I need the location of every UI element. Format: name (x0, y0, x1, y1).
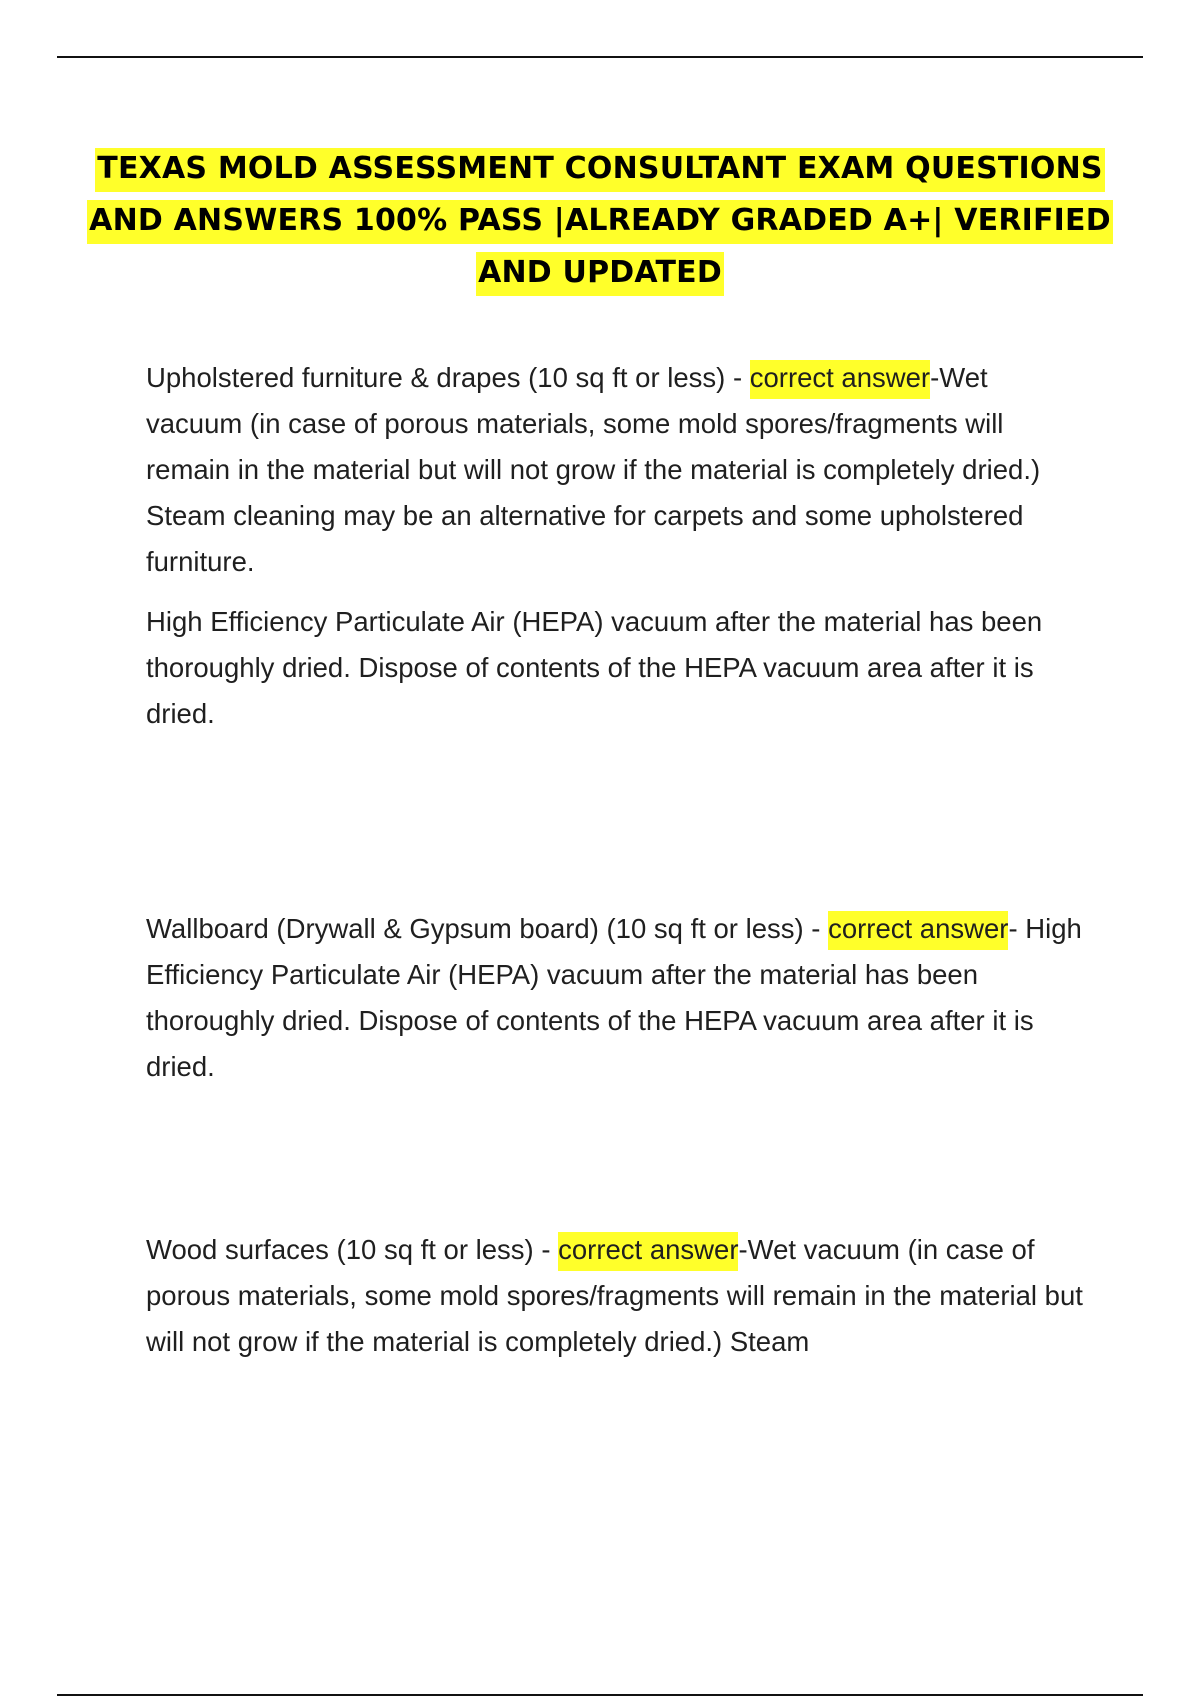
question-text: Wallboard (Drywall & Gypsum board) (10 sq ft or less) - (146, 913, 829, 944)
question-text: Wood surfaces (10 sq ft or less) - (146, 1234, 559, 1265)
qa-entry-upholstered (146, 355, 1086, 737)
entry-extra-paragraph: High Efficiency Particulate Air (HEPA) vacuum after the material has been thoroughly dried. Dispose of contents of the HEPA vacuum area after it is dried. (146, 606, 1043, 729)
entry-paragraph (146, 1227, 1086, 1365)
correct-answer-marker: correct answer (750, 360, 930, 399)
qa-entry-wood (146, 1227, 1086, 1365)
title-highlight: TEXAS MOLD ASSESSMENT CONSULTANT EXAM QUESTIONS AND ANSWERS 100% PASS |ALREADY GRADED A+| VERIFIED AND UPDATED (87, 148, 1113, 296)
answer-text: -Wet vacuum (in case of porous materials, some mold spores/fragments will remain in the material but will not grow if the material is completely dried.) Steam (146, 1234, 1083, 1357)
entry-paragraph (146, 906, 1086, 1090)
bottom-rule (57, 1694, 1143, 1696)
question-text: Upholstered furniture & drapes (10 sq ft or less) - (146, 362, 750, 393)
top-rule (57, 56, 1143, 58)
answer-text: - High Efficiency Particulate Air (HEPA) vacuum after the material has been thoroughly dried. Dispose of contents of the HEPA vacuum area after it is dried. (146, 913, 1082, 1082)
qa-entry-wallboard (146, 906, 1086, 1090)
correct-answer-marker: correct answer (828, 911, 1008, 950)
entry-paragraph (146, 355, 1086, 585)
answer-text: -Wet vacuum (in case of porous materials, some mold spores/fragments will remain in the material but will not grow if the material is completely dried.) Steam cleaning may be an alternative for carpets and some upholstered furniture. (146, 362, 1041, 577)
document-title (60, 143, 1140, 299)
correct-answer-marker: correct answer (558, 1232, 738, 1271)
